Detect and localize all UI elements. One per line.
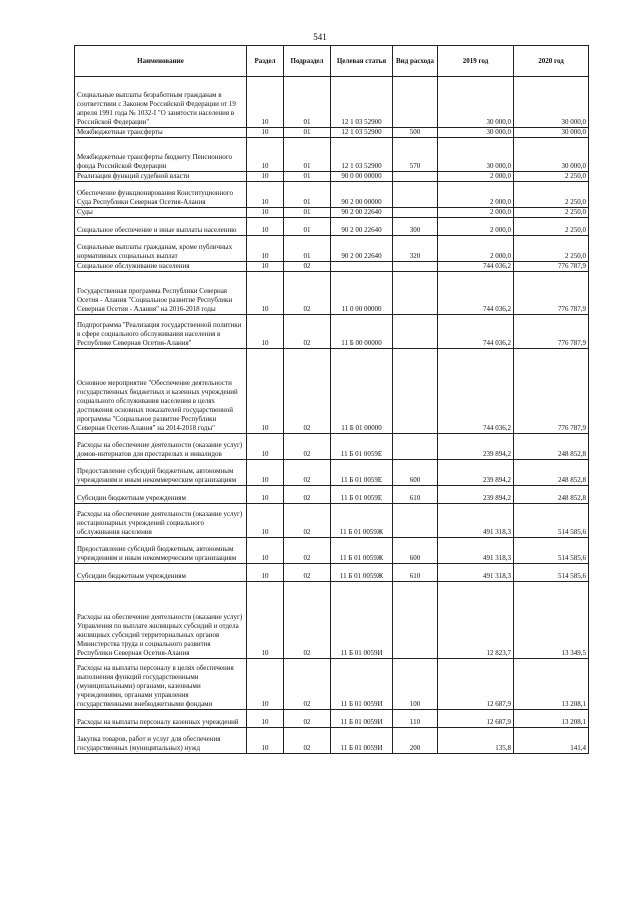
row-expense-type: 320	[393, 236, 438, 262]
row-section: 10	[247, 236, 284, 262]
row-expense-type	[393, 182, 438, 208]
row-amount-2020: 776 787,9	[514, 262, 589, 272]
row-subsection: 01	[284, 236, 331, 262]
budget-table	[74, 45, 589, 754]
row-target-article: 90 2 00 22640	[331, 218, 393, 236]
table-row	[75, 582, 589, 659]
table-row	[75, 564, 589, 582]
row-expense-type	[393, 172, 438, 182]
row-target-article: 11 Б 01 0059Ж	[331, 564, 393, 582]
table-row	[75, 262, 589, 272]
row-name: Закупка товаров, работ и услуг для обеспечения государственных (муниципальных) нужд	[75, 728, 247, 754]
row-section: 10	[247, 272, 284, 315]
row-target-article: 90 2 00 22640	[331, 208, 393, 218]
row-name: Суды	[75, 208, 247, 218]
row-amount-2020: 248 852,8	[514, 460, 589, 486]
header-expense-type: Вид расхода	[393, 46, 438, 77]
row-amount-2020: 141,4	[514, 728, 589, 754]
row-section: 10	[247, 582, 284, 659]
row-section: 10	[247, 486, 284, 504]
row-section: 10	[247, 728, 284, 754]
table-row	[75, 538, 589, 564]
row-amount-2019: 2 000,0	[438, 182, 514, 208]
row-amount-2020: 13 349,5	[514, 582, 589, 659]
row-target-article: 12 1 03 52900	[331, 138, 393, 172]
row-amount-2020: 13 208,1	[514, 710, 589, 728]
row-name: Расходы на выплаты персоналу казенных учреждений	[75, 710, 247, 728]
row-name: Межбюджетные трансферты бюджету Пенсионного фонда Российской Федерации	[75, 138, 247, 172]
row-amount-2020: 2 250,0	[514, 208, 589, 218]
header-section: Раздел	[247, 46, 284, 77]
row-amount-2019: 12 687,9	[438, 659, 514, 710]
header-subsection: Подраздел	[284, 46, 331, 77]
row-amount-2019: 30 000,0	[438, 138, 514, 172]
row-subsection: 02	[284, 728, 331, 754]
table-row	[75, 77, 589, 128]
row-expense-type	[393, 349, 438, 434]
table-row	[75, 208, 589, 218]
table-row	[75, 710, 589, 728]
row-amount-2019: 744 036,2	[438, 349, 514, 434]
row-subsection: 02	[284, 564, 331, 582]
row-amount-2020: 30 000,0	[514, 138, 589, 172]
row-amount-2020: 30 000,0	[514, 128, 589, 138]
row-amount-2020: 514 585,6	[514, 564, 589, 582]
row-amount-2019: 12 687,9	[438, 710, 514, 728]
row-amount-2020: 2 250,0	[514, 172, 589, 182]
row-amount-2019: 2 000,0	[438, 208, 514, 218]
row-amount-2019: 239 894,2	[438, 486, 514, 504]
row-section: 10	[247, 218, 284, 236]
row-amount-2020: 2 250,0	[514, 218, 589, 236]
row-name: Реализация функций судебной власти	[75, 172, 247, 182]
row-section: 10	[247, 460, 284, 486]
row-subsection: 01	[284, 128, 331, 138]
row-name: Подпрограмма "Реализация государственной политики в сфере социального обслуживания населения в Республике Северная Осетия-Алания"	[75, 315, 247, 349]
row-target-article: 11 Б 01 0059Е	[331, 486, 393, 504]
table-row	[75, 504, 589, 538]
row-target-article: 90 2 00 22640	[331, 236, 393, 262]
row-amount-2019: 239 894,2	[438, 460, 514, 486]
row-subsection: 02	[284, 349, 331, 434]
table-row	[75, 128, 589, 138]
row-section: 10	[247, 262, 284, 272]
row-amount-2020: 776 787,9	[514, 349, 589, 434]
row-target-article	[331, 262, 393, 272]
row-target-article: 11 Б 01 0059И	[331, 710, 393, 728]
row-name: Расходы на обеспечение деятельности (оказание услуг) нестационарных учреждений социального обслуживания населения	[75, 504, 247, 538]
row-amount-2019: 744 036,2	[438, 272, 514, 315]
row-section: 10	[247, 659, 284, 710]
row-target-article: 11 Б 01 0059И	[331, 659, 393, 710]
row-expense-type: 500	[393, 128, 438, 138]
table-row	[75, 728, 589, 754]
row-subsection: 02	[284, 262, 331, 272]
row-amount-2019: 491 318,3	[438, 504, 514, 538]
row-expense-type: 200	[393, 728, 438, 754]
row-amount-2020: 514 585,6	[514, 504, 589, 538]
row-amount-2020: 2 250,0	[514, 236, 589, 262]
row-amount-2020: 2 250,0	[514, 182, 589, 208]
row-subsection: 01	[284, 138, 331, 172]
table-row	[75, 659, 589, 710]
row-section: 10	[247, 208, 284, 218]
row-expense-type	[393, 434, 438, 460]
header-name: Наименование	[75, 46, 247, 77]
row-target-article: 11 Б 01 0059И	[331, 728, 393, 754]
row-expense-type: 610	[393, 564, 438, 582]
row-target-article: 11 Б 01 0059Е	[331, 460, 393, 486]
row-section: 10	[247, 538, 284, 564]
row-amount-2019: 491 318,3	[438, 538, 514, 564]
row-name: Социальные выплаты безработным гражданам в соответствии с Законом Российской Федерации от 19 апреля 1991 года № 1032-I "О занятости населения в Российской Федерации"	[75, 77, 247, 128]
row-amount-2019: 2 000,0	[438, 236, 514, 262]
row-name: Субсидии бюджетным учреждениям	[75, 486, 247, 504]
row-section: 10	[247, 504, 284, 538]
row-amount-2019: 135,8	[438, 728, 514, 754]
row-name: Социальное обеспечение и иные выплаты населению	[75, 218, 247, 236]
row-amount-2019: 2 000,0	[438, 218, 514, 236]
row-subsection: 02	[284, 710, 331, 728]
row-target-article: 90 0 00 00000	[331, 172, 393, 182]
row-amount-2019: 744 036,2	[438, 315, 514, 349]
row-section: 10	[247, 128, 284, 138]
table-row	[75, 349, 589, 434]
table-row	[75, 434, 589, 460]
row-subsection: 01	[284, 182, 331, 208]
row-name: Расходы на обеспечение деятельности (оказание услуг) домов-интернатов для престарелых и инвалидов	[75, 434, 247, 460]
row-amount-2019: 239 894,2	[438, 434, 514, 460]
row-amount-2020: 776 787,9	[514, 315, 589, 349]
row-name: Предоставление субсидий бюджетным, автономным учреждениям и иным некоммерческим организациям	[75, 538, 247, 564]
row-amount-2019: 491 318,3	[438, 564, 514, 582]
table-row	[75, 272, 589, 315]
table-row	[75, 315, 589, 349]
row-section: 10	[247, 138, 284, 172]
header-year-2020: 2020 год	[514, 46, 589, 77]
row-target-article: 11 Б 00 00000	[331, 315, 393, 349]
row-subsection: 02	[284, 504, 331, 538]
row-section: 10	[247, 182, 284, 208]
row-subsection: 01	[284, 208, 331, 218]
row-section: 10	[247, 564, 284, 582]
row-section: 10	[247, 77, 284, 128]
row-name: Расходы на выплаты персоналу в целях обеспечения выполнения функций государственными (муниципальными) органами, казенными учреждениями, органами управления государственными внебюджетными фондами	[75, 659, 247, 710]
row-name: Социальное обслуживание населения	[75, 262, 247, 272]
row-section: 10	[247, 434, 284, 460]
table-row	[75, 182, 589, 208]
row-subsection: 02	[284, 460, 331, 486]
row-amount-2020: 514 585,6	[514, 538, 589, 564]
row-subsection: 02	[284, 315, 331, 349]
row-subsection: 02	[284, 486, 331, 504]
table-row	[75, 236, 589, 262]
row-name: Основное мероприятие "Обеспечение деятельности государственных бюджетных и казенных учреждений социального обслуживания населения в целях достижения основных показателей государственной программы "Социальное развитие Республики Северная Осетия-Алания" на 2014-2018 годы"	[75, 349, 247, 434]
row-amount-2020: 248 852,8	[514, 486, 589, 504]
page-number: 541	[313, 32, 327, 42]
table-body	[75, 77, 589, 754]
row-amount-2019: 744 036,2	[438, 262, 514, 272]
row-subsection: 01	[284, 77, 331, 128]
row-subsection: 02	[284, 659, 331, 710]
row-target-article: 11 Б 01 0059И	[331, 582, 393, 659]
row-amount-2020: 776 787,9	[514, 272, 589, 315]
row-expense-type	[393, 272, 438, 315]
row-subsection: 01	[284, 172, 331, 182]
row-expense-type: 110	[393, 710, 438, 728]
header-year-2019: 2019 год	[438, 46, 514, 77]
table-row	[75, 486, 589, 504]
row-subsection: 02	[284, 538, 331, 564]
row-amount-2019: 30 000,0	[438, 128, 514, 138]
row-section: 10	[247, 172, 284, 182]
row-expense-type: 570	[393, 138, 438, 172]
row-target-article: 11 Б 01 0059Е	[331, 434, 393, 460]
row-target-article: 11 Б 01 0059Ж	[331, 538, 393, 564]
row-target-article: 12 1 03 52900	[331, 77, 393, 128]
row-amount-2019: 12 823,7	[438, 582, 514, 659]
row-target-article: 12 1 03 52900	[331, 128, 393, 138]
row-subsection: 01	[284, 218, 331, 236]
row-expense-type: 300	[393, 218, 438, 236]
table-row	[75, 218, 589, 236]
row-subsection: 02	[284, 434, 331, 460]
row-section: 10	[247, 710, 284, 728]
row-expense-type	[393, 208, 438, 218]
row-name: Обеспечение функционирования Конституционного Суда Республики Северная Осетия-Алания	[75, 182, 247, 208]
row-amount-2020: 248 852,8	[514, 434, 589, 460]
row-expense-type: 610	[393, 486, 438, 504]
row-amount-2019: 30 000,0	[438, 77, 514, 128]
row-name: Социальные выплаты гражданам, кроме публичных нормативных социальных выплат	[75, 236, 247, 262]
row-section: 10	[247, 349, 284, 434]
table-row	[75, 138, 589, 172]
row-name: Предоставление субсидий бюджетным, автономным учреждениям и иным некоммерческим организациям	[75, 460, 247, 486]
row-target-article: 11 0 00 00000	[331, 272, 393, 315]
row-target-article: 11 Б 01 0059Ж	[331, 504, 393, 538]
row-name: Межбюджетные трансферты	[75, 128, 247, 138]
row-expense-type: 600	[393, 460, 438, 486]
row-expense-type: 100	[393, 659, 438, 710]
row-name: Субсидии бюджетным учреждениям	[75, 564, 247, 582]
table-header-row	[75, 46, 589, 77]
row-name: Государственная программа Республики Северная Осетия - Алания "Социальное развитие Республики Северная Осетия - Алания" на 2016-2018 годы	[75, 272, 247, 315]
row-expense-type	[393, 582, 438, 659]
row-target-article: 11 Б 01 00000	[331, 349, 393, 434]
row-name: Расходы на обеспечение деятельности (оказание услуг) Управления по выплате жилищных субсидий и отдела жилищных субсидий территориальных органов Министерства труда и социального развития Республики Северная Осетия-Алания	[75, 582, 247, 659]
row-expense-type	[393, 262, 438, 272]
row-target-article: 90 2 00 00000	[331, 182, 393, 208]
table-row	[75, 460, 589, 486]
row-subsection: 02	[284, 582, 331, 659]
row-expense-type	[393, 504, 438, 538]
header-target-article: Целевая статья	[331, 46, 393, 77]
row-amount-2019: 2 000,0	[438, 172, 514, 182]
row-section: 10	[247, 315, 284, 349]
row-expense-type	[393, 77, 438, 128]
row-expense-type	[393, 315, 438, 349]
row-amount-2020: 30 000,0	[514, 77, 589, 128]
table-row	[75, 172, 589, 182]
row-subsection: 02	[284, 272, 331, 315]
row-amount-2020: 13 208,1	[514, 659, 589, 710]
row-expense-type: 600	[393, 538, 438, 564]
